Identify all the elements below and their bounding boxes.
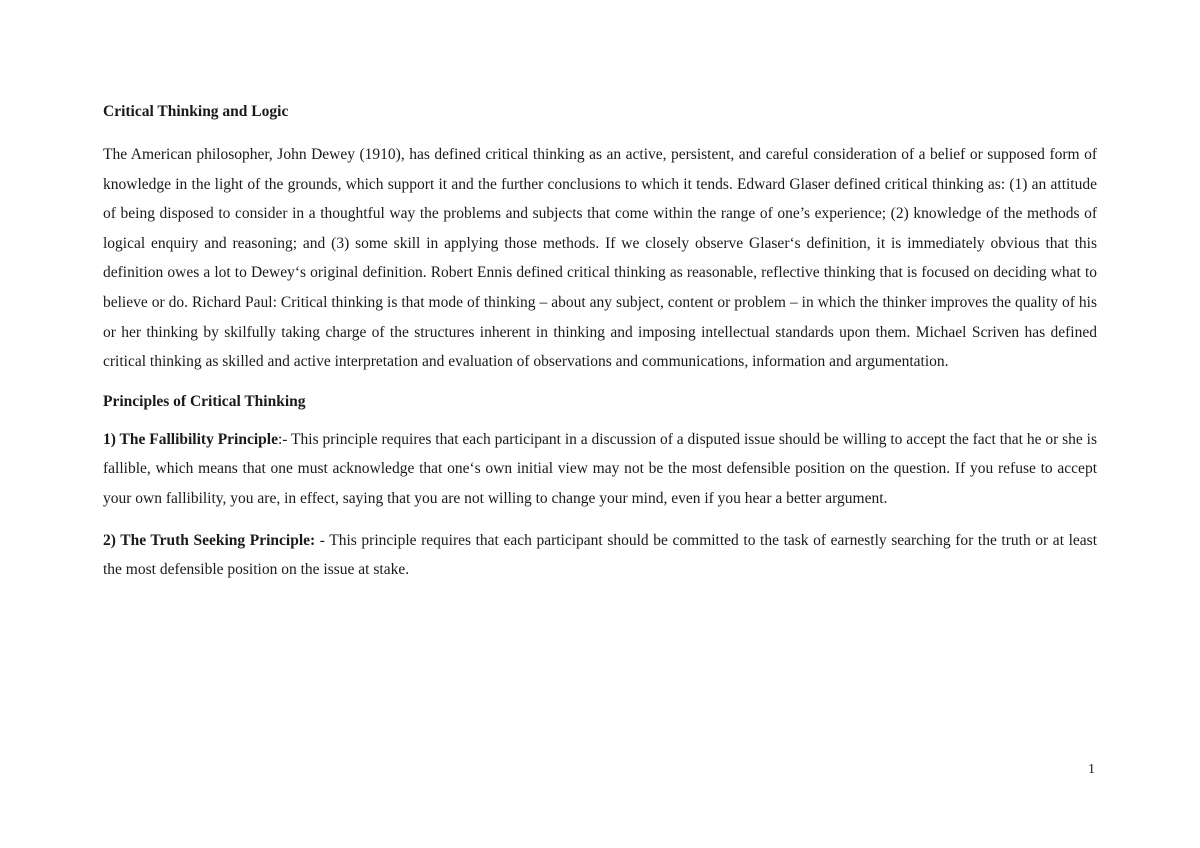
principle-truth-seeking <box>103 526 1097 585</box>
page-number: 1 <box>1088 762 1095 777</box>
principle-lead: 2) The Truth Seeking Principle: <box>103 531 316 549</box>
principle-text: - This principle requires that each participant should be committed to the task of earnestly searching for the truth or at least the most defensible position on the issue at stake. <box>103 531 1098 579</box>
intro-paragraph: The American philosopher, John Dewey (1910), has defined critical thinking as an active, persistent, and careful consideration of a belief or supposed form of knowledge in the light of the grounds, which support it and the further conclusions to which it tends. Edward Glaser defined critical thinking as: (1) an attitude of being disposed to consider in a thoughtful way the problems and subjects that come within the range of one’s experience; (2) knowledge of the methods of logical enquiry and reasoning; and (3) some skill in applying those methods. If we closely observe Glaser‘s definition, it is immediately obvious that this definition owes a lot to Dewey‘s original definition. Robert Ennis defined critical thinking as reasonable, reflective thinking that is focused on deciding what to believe or do. Richard Paul: Critical thinking is that mode of thinking – about any subject, content or problem – in which the thinker improves the quality of his or her thinking by skilfully taking charge of the structures inherent in thinking and imposing intellectual standards upon them. Michael Scriven has defined critical thinking as skilled and active interpretation and evaluation of observations and communications, information and argumentation. <box>103 146 1097 371</box>
principle-fallibility <box>103 425 1097 514</box>
principle-lead: 1) The Fallibility Principle <box>103 430 278 448</box>
document-title: Critical Thinking and Logic <box>103 103 289 120</box>
principle-text: :- This principle requires that each participant in a discussion of a disputed issue should be willing to accept the fact that he or she is fallible, which means that one must acknowledge that one‘s own initial view may not be the most defensible position on the question. If you refuse to accept your own fallibility, you are, in effect, saying that you are not willing to change your mind, even if you hear a better argument. <box>103 430 1098 507</box>
section-heading: Principles of Critical Thinking <box>103 392 306 410</box>
document-body <box>103 101 1097 597</box>
